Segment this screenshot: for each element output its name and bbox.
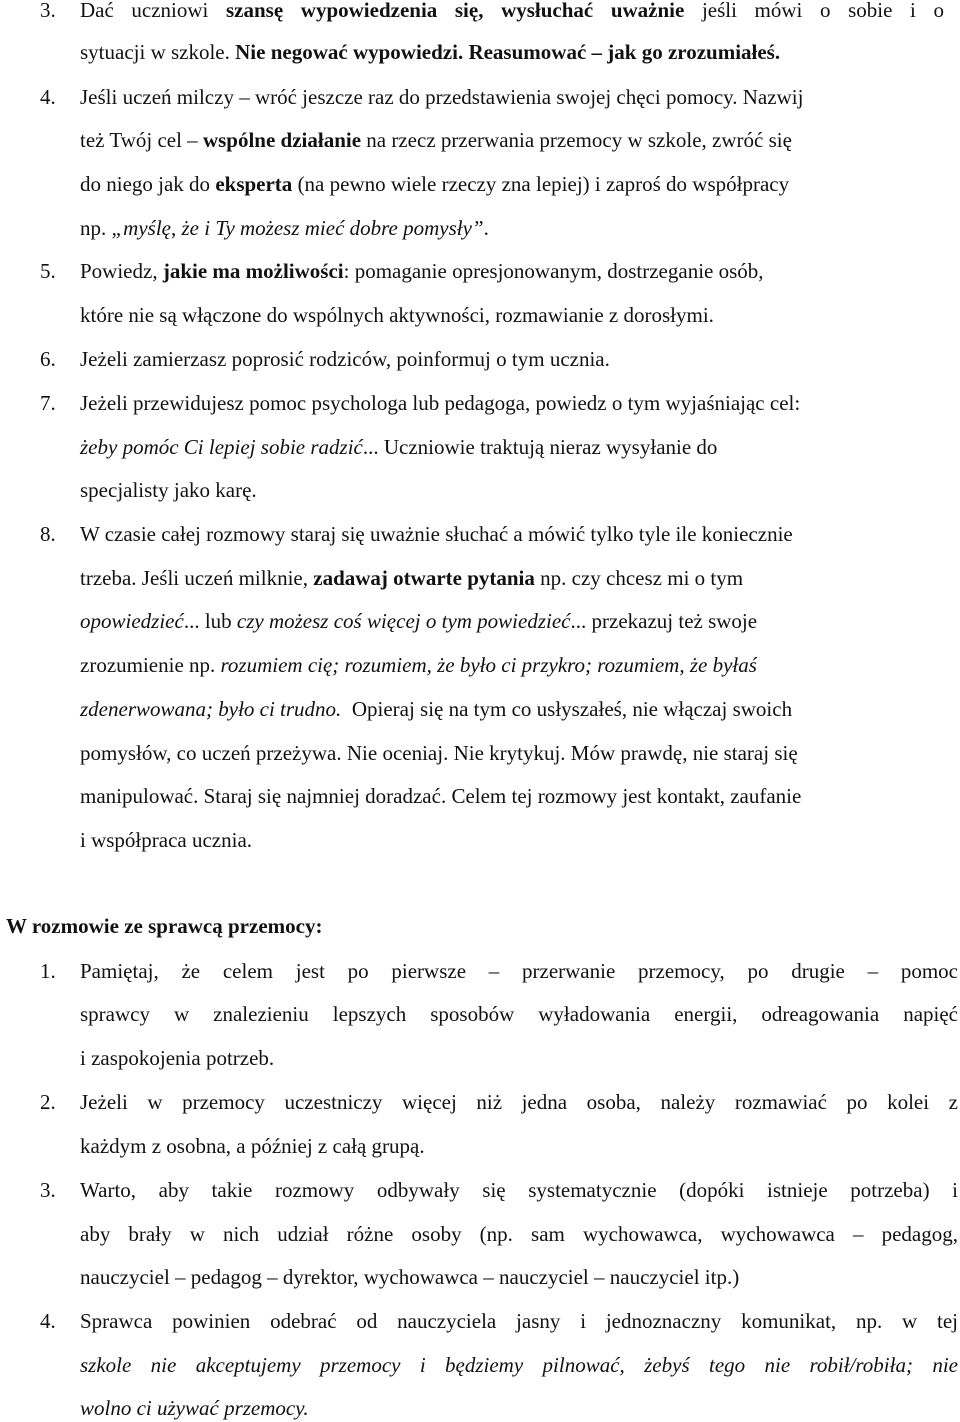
list-item-5-line-1: Powiedz, jakie ma możliwości: pomaganie opresjonowanym, dostrzeganie osób,: [80, 259, 764, 283]
section-heading: W rozmowie ze sprawcą przemocy:: [6, 914, 323, 938]
list-item-8-line-8: i współpraca ucznia.: [80, 828, 253, 852]
list-number: 6.: [40, 347, 56, 371]
list-item-s2-1-line-2: sprawcy w znalezieniu lepszych sposobów wyładowania energii, odreagowania napięć: [80, 1002, 958, 1026]
list-item-s2-2-line-2: każdym z osobna, a później z całą grupą.: [80, 1134, 425, 1158]
list-item-7-line-2: żeby pomóc Ci lepiej sobie radzić... Uczniowie traktują nieraz wysyłanie do: [80, 435, 718, 459]
list-item-3-line-2: sytuacji w szkole. Nie negować wypowiedzi. Reasumować – jak go zrozumiałeś.: [80, 40, 781, 64]
list-item-s2-4-line-2: szkole nie akceptujemy przemocy i będziemy pilnować, żebyś tego nie robił/robiła; nie: [80, 1353, 958, 1377]
list-number: 4.: [40, 85, 56, 109]
list-number: 7.: [40, 391, 56, 415]
list-item-8-line-5: zdenerwowana; było ci trudno. Opieraj się na tym co usłyszałeś, nie włączaj swoich: [80, 697, 793, 721]
list-number: 8.: [40, 522, 56, 546]
list-item-s2-3-line-2: aby brały w nich udział różne osoby (np. sam wychowawca, wychowawca – pedagog,: [80, 1222, 958, 1246]
list-item-7-line-3: specjalisty jako karę.: [80, 478, 257, 502]
list-item-4-line-4: np. „myślę, że i Ty możesz mieć dobre pomysły”.: [80, 216, 489, 240]
list-item-4-line-1: Jeśli uczeń milczy – wróć jeszcze raz do przedstawienia swojej chęci pomocy. Nazwij: [80, 85, 804, 109]
list-item-8-line-6: pomysłów, co uczeń przeżywa. Nie oceniaj. Nie krytykuj. Mów prawdę, nie staraj się: [80, 741, 798, 765]
list-number: 4.: [40, 1309, 56, 1333]
list-item-8-line-3: opowiedzieć... lub czy możesz coś więcej o tym powiedzieć... przekazuj też swoje: [80, 609, 758, 633]
list-item-4-line-2: też Twój cel – wspólne działanie na rzecz przerwania przemocy w szkole, zwróć się: [80, 128, 792, 152]
list-item-8-line-2: trzeba. Jeśli uczeń milknie, zadawaj otwarte pytania np. czy chcesz mi o tym: [80, 566, 744, 590]
list-item-3-line-1: Dać uczniowi szansę wypowiedzenia się, wysłuchać uważnie jeśli mówi o sobie i o: [80, 0, 944, 22]
list-item-8-line-7: manipulować. Staraj się najmniej doradzać. Celem tej rozmowy jest kontakt, zaufanie: [80, 784, 802, 808]
list-item-s2-1-line-1: Pamiętaj, że celem jest po pierwsze – przerwanie przemocy, po drugie – pomoc: [80, 959, 958, 983]
list-item-8-line-1: W czasie całej rozmowy staraj się uważnie słuchać a mówić tylko tyle ile koniecznie: [80, 522, 793, 546]
list-number: 3.: [40, 1178, 56, 1202]
list-item-s2-3-line-1: Warto, aby takie rozmowy odbywały się systematycznie (dopóki istnieje potrzeba) i: [80, 1178, 958, 1202]
list-item-5-line-2: które nie są włączone do wspólnych aktywności, rozmawianie z dorosłymi.: [80, 303, 714, 327]
list-number: 1.: [40, 959, 56, 983]
list-item-s2-4-line-3: wolno ci używać przemocy.: [80, 1396, 309, 1420]
list-number: 3.: [40, 0, 56, 22]
list-item-6-line-1: Jeżeli zamierzasz poprosić rodziców, poinformuj o tym ucznia.: [80, 347, 610, 371]
list-item-s2-2-line-1: Jeżeli w przemocy uczestniczy więcej niż jedna osoba, należy rozmawiać po kolei z: [80, 1090, 958, 1114]
list-number: 5.: [40, 259, 56, 283]
list-item-s2-4-line-1: Sprawca powinien odebrać od nauczyciela jasny i jednoznaczny komunikat, np. w tej: [80, 1309, 958, 1333]
list-item-s2-1-line-3: i zaspokojenia potrzeb.: [80, 1046, 275, 1070]
list-item-s2-3-line-3: nauczyciel – pedagog – dyrektor, wychowawca – nauczyciel – nauczyciel itp.): [80, 1265, 740, 1289]
list-item-7-line-1: Jeżeli przewidujesz pomoc psychologa lub pedagoga, powiedz o tym wyjaśniając cel:: [80, 391, 801, 415]
list-item-4-line-3: do niego jak do eksperta (na pewno wiele rzeczy zna lepiej) i zaproś do współpracy: [80, 172, 790, 196]
list-item-8-line-4: zrozumienie np. rozumiem cię; rozumiem, że było ci przykro; rozumiem, że byłaś: [80, 653, 757, 677]
list-number: 2.: [40, 1090, 56, 1114]
